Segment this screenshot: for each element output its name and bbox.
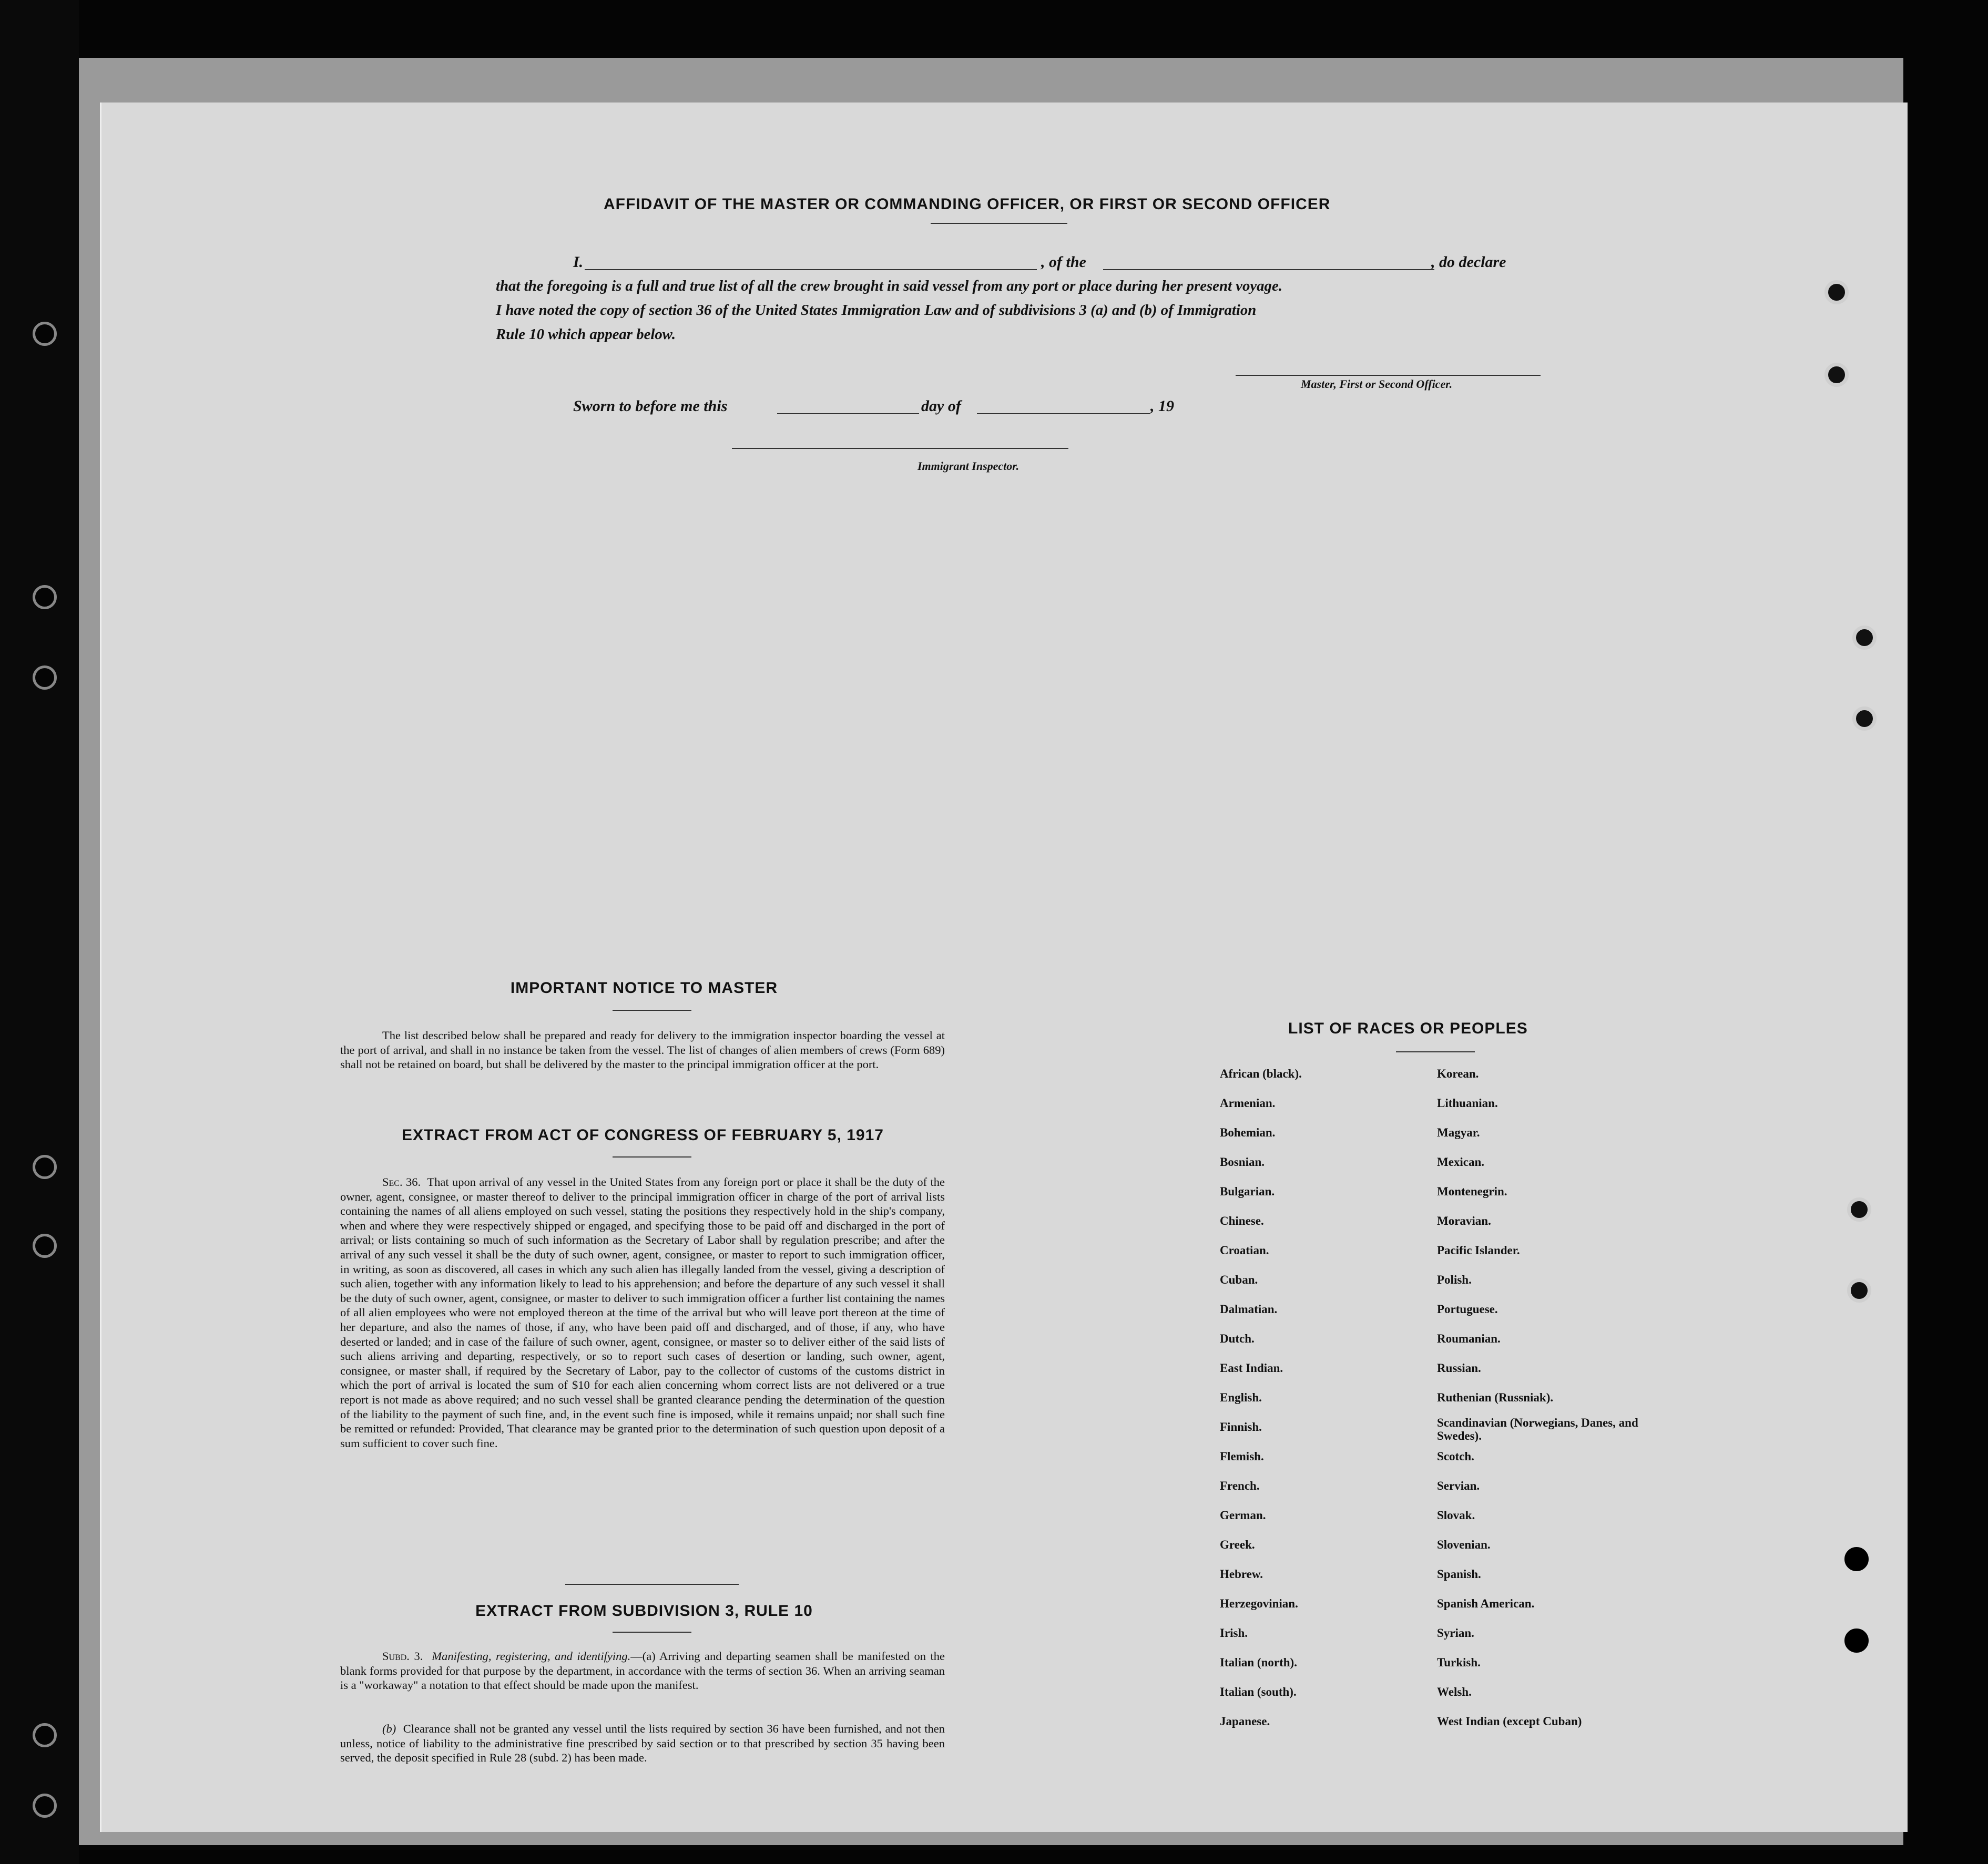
punch-hole-icon xyxy=(1824,280,1849,304)
punch-hole-icon xyxy=(1852,626,1877,650)
affidavit-line3: I have noted the copy of section 36 of the United States Immigration Law and of subdivisions 3 (a) and (b) of Immigration xyxy=(496,302,1257,319)
race-item: Herzegovinian. xyxy=(1220,1597,1298,1610)
race-item: Welsh. xyxy=(1437,1685,1472,1698)
race-item: English. xyxy=(1220,1391,1262,1404)
year-text: , 19 xyxy=(1150,397,1174,415)
race-item: Pacific Islander. xyxy=(1437,1244,1520,1257)
punch-hole-icon xyxy=(33,585,57,609)
race-item: Roumanian. xyxy=(1437,1332,1501,1345)
race-item: African (black). xyxy=(1220,1067,1302,1080)
rule-underline xyxy=(613,1632,691,1633)
race-item: Greek. xyxy=(1220,1538,1255,1551)
race-item: Turkish. xyxy=(1437,1656,1481,1669)
affidavit-of-the: , of the xyxy=(1041,253,1086,271)
punch-hole-icon xyxy=(1847,1197,1871,1222)
race-item: Slovenian. xyxy=(1437,1538,1491,1551)
month-blank xyxy=(977,413,1150,414)
race-item: Bohemian. xyxy=(1220,1126,1276,1139)
punch-hole-icon xyxy=(1844,1547,1869,1571)
title-underline xyxy=(931,223,1067,224)
race-item: Slovak. xyxy=(1437,1509,1475,1522)
race-item: Scandinavian (Norwegians, Danes, and Swedes). xyxy=(1437,1416,1638,1442)
race-item: Italian (south). xyxy=(1220,1685,1297,1698)
rule-title: EXTRACT FROM SUBDIVISION 3, RULE 10 xyxy=(475,1602,813,1620)
rule-para-a xyxy=(340,1649,945,1693)
punch-hole-icon xyxy=(33,322,57,346)
race-item: East Indian. xyxy=(1220,1361,1283,1375)
race-item: Croatian. xyxy=(1220,1244,1269,1257)
subd-label: Subd. 3. xyxy=(382,1650,423,1663)
race-item: Spanish. xyxy=(1437,1568,1481,1581)
punch-hole-icon xyxy=(33,1794,57,1818)
act-end-rule xyxy=(565,1584,739,1585)
race-item: Flemish. xyxy=(1220,1450,1264,1463)
name-blank xyxy=(585,269,1037,270)
race-item: Bosnian. xyxy=(1220,1155,1265,1169)
punch-hole-icon xyxy=(1824,363,1849,387)
races-title: LIST OF RACES OR PEOPLES xyxy=(1288,1020,1528,1037)
act-underline xyxy=(613,1156,691,1158)
para-b-text: Clearance shall not be granted any vessel until the lists required by section 36 have been furnished, and not then unless, notice of liability to the administrative fine prescribed by said section or to that prescribed by section 35 having been served, the deposit specified in Rule 28 (subd. 2) has been made. xyxy=(340,1722,945,1765)
punch-hole-icon xyxy=(33,1234,57,1258)
scan-dark-border xyxy=(0,0,79,1864)
affidavit-i: I. xyxy=(573,253,584,271)
race-item: Moravian. xyxy=(1437,1214,1491,1227)
race-item: West Indian (except Cuban) xyxy=(1437,1715,1582,1728)
affidavit-line2: that the foregoing is a full and true list of all the crew brought in said vessel from any port or place during her present voyage. xyxy=(496,278,1282,294)
race-item: Servian. xyxy=(1437,1479,1480,1492)
vessel-blank xyxy=(1103,269,1434,270)
punch-hole-icon xyxy=(1847,1278,1871,1303)
inspector-label: Immigrant Inspector. xyxy=(917,459,1020,473)
rule-para-b xyxy=(340,1722,945,1765)
sworn-text: Sworn to before me this xyxy=(573,397,728,415)
race-item: Scotch. xyxy=(1437,1450,1474,1463)
punch-hole-icon xyxy=(1844,1629,1869,1653)
race-item: Bulgarian. xyxy=(1220,1185,1275,1198)
inspector-line xyxy=(732,448,1068,449)
race-item: Korean. xyxy=(1437,1067,1479,1080)
race-item: Spanish American. xyxy=(1437,1597,1535,1610)
punch-hole-icon xyxy=(33,1155,57,1179)
race-item: Italian (north). xyxy=(1220,1656,1297,1669)
race-item: Dalmatian. xyxy=(1220,1303,1278,1316)
act-title: EXTRACT FROM ACT OF CONGRESS OF FEBRUARY 5, 1917 xyxy=(402,1126,884,1144)
subd-heading: Manifesting, registering, and identifying. xyxy=(432,1650,631,1663)
sec-label: Sec. 36. xyxy=(382,1175,421,1189)
race-item: Magyar. xyxy=(1437,1126,1480,1139)
document-sheet xyxy=(100,103,1908,1832)
race-item: Lithuanian. xyxy=(1437,1097,1498,1110)
race-item: Mexican. xyxy=(1437,1155,1485,1169)
act-body xyxy=(340,1175,945,1450)
notice-underline xyxy=(613,1010,691,1011)
para-b-label: (b) xyxy=(382,1722,396,1735)
races-underline xyxy=(1396,1051,1475,1052)
race-item: Russian. xyxy=(1437,1361,1481,1375)
signature-line xyxy=(1236,375,1541,376)
notice-body: The list described below shall be prepared and ready for delivery to the immigration inspector boarding the vessel at the port of arrival, and shall in no instance be taken from the vessel. The list of changes of alien members of crews (Form 689) shall not be retained on board, but shall be delivered by the master to the principal immigration officer at the port. xyxy=(340,1029,945,1071)
race-item: Japanese. xyxy=(1220,1715,1270,1728)
race-item: Hebrew. xyxy=(1220,1568,1263,1581)
race-item: German. xyxy=(1220,1509,1266,1522)
race-item: Cuban. xyxy=(1220,1273,1258,1286)
punch-hole-icon xyxy=(1852,706,1877,731)
day-blank xyxy=(777,413,919,414)
day-of-text: day of xyxy=(921,397,961,415)
race-item: Armenian. xyxy=(1220,1097,1276,1110)
race-item: French. xyxy=(1220,1479,1260,1492)
race-item: Polish. xyxy=(1437,1273,1472,1286)
race-item: Syrian. xyxy=(1437,1626,1474,1640)
act-text: That upon arrival of any vessel in the United States from any foreign port or place it shall be the duty of the owner, agent, consignee, or master thereof to deliver to the principal immigration officer in charge of the port of arrival lists containing the names of all aliens employed on such vessel, stating the positions they respectively hold in the ship's company, when and where they were respectively shipped or engaged, and specifying those to be paid off and discharged in the port of arrival; or lists containing so much of such information as the Secretary of Labor shall by regulation prescribe; and after the arrival of any such vessel it shall be the duty of such owner, agent, consignee, or master to report to such immigration officer, in writing, as soon as discovered, all cases in which any such alien has illegally landed from the vessel, giving a description of such alien, together with any information likely to lead to his apprehension; and before the departure of any such vessel it shall be the duty of such owner, agent, consignee, or master to deliver to such immigration officer a further list containing the names of all alien employees who were not employed thereon at the time of the arrival but who will leave port thereon at the time of her departure, and also the names of those, if any, who have been paid off and discharged, and of those, if any, who have deserted or landed; and in case of the failure of such owner, agent, consignee, or master so to deliver either of the said lists of such aliens arriving and departing, respectively, or so to report such cases of desertion or landing, such owner, agent, consignee, or master shall, if required by the Secretary of Labor, pay to the collector of customs of the customs district in which the port of arrival is located the sum of $10 for each alien concerning whom correct lists are not delivered or a true report is not made as above required; and no such vessel shall be granted clearance pending the determination of the question of the liability to the payment of such fine, and, in the event such fine is imposed, while it remains unpaid; nor shall such fine be remitted or refunded: Provided, That clearance may be granted prior to the determination of such question upon deposit of a sum sufficient to cover such fine. xyxy=(340,1175,945,1450)
affidavit-line4: Rule 10 which appear below. xyxy=(496,326,676,343)
subd-para-a-text: —(a) Arriving and departing seamen shall be manifested on the blank forms provided for that purpose by the department, in accordance with the terms of section 36. When an arriving seaman is a "workaway" a notation to that effect should be made upon the manifest. xyxy=(340,1650,945,1692)
notice-title: IMPORTANT NOTICE TO MASTER xyxy=(510,979,778,997)
punch-hole-icon xyxy=(33,665,57,690)
affidavit-title: AFFIDAVIT OF THE MASTER OR COMMANDING OFFICER, OR FIRST OR SECOND OFFICER xyxy=(604,196,1331,213)
race-item: Chinese. xyxy=(1220,1214,1264,1227)
race-item: Montenegrin. xyxy=(1437,1185,1507,1198)
race-item: Ruthenian (Russniak). xyxy=(1437,1391,1554,1404)
punch-hole-icon xyxy=(33,1723,57,1747)
signature-label: Master, First or Second Officer. xyxy=(1301,377,1453,391)
race-item: Irish. xyxy=(1220,1626,1248,1640)
affidavit-do-declare: , do declare xyxy=(1431,253,1506,271)
race-item: Portuguese. xyxy=(1437,1303,1498,1316)
race-item: Dutch. xyxy=(1220,1332,1255,1345)
race-item: Finnish. xyxy=(1220,1420,1262,1433)
